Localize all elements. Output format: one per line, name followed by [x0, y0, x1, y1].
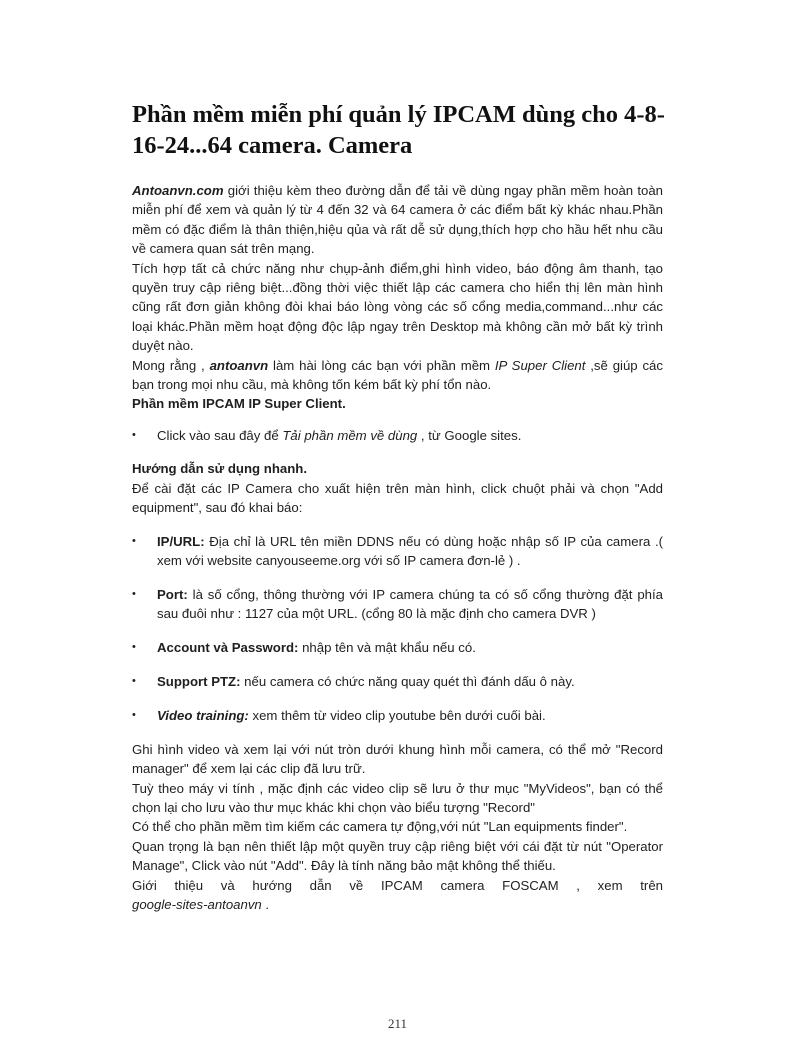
- guide-intro: Để cài đặt các IP Camera cho xuất hiện trên màn hình, click chuột phải và chọn "Add equipment", sau đó khai báo:: [132, 480, 663, 516]
- page-number: 211: [387, 1016, 408, 1031]
- bullet-icon: •: [132, 587, 136, 600]
- bullet-icon: •: [132, 428, 136, 441]
- list-item: • Account và Password: nhập tên và mật khẩu nếu có.: [132, 638, 663, 657]
- bullet-icon: •: [132, 709, 136, 722]
- brand-name: antoanvn: [209, 357, 269, 373]
- download-link[interactable]: Tải phần mềm về dùng: [282, 427, 418, 443]
- bullet-icon: •: [132, 534, 136, 547]
- record-paragraph: Ghi hình video và xem lại với nút tròn dưới khung hình mỗi camera, có thể mở "Record manager" để xem lại các clip đã lưu trữ.: [132, 741, 663, 777]
- list-item: • Video training: xem thêm từ video clip youtube bên dưới cuối bài.: [132, 706, 663, 725]
- guide-heading: Hướng dẫn sử dụng nhanh.: [132, 461, 307, 477]
- list-item: • Port: là số cổng, thông thường với IP camera chúng ta có số cổng thường đặt phía sau đuôi như : 1127 của một URL. (cổng 80 là mặc định cho camera DVR ): [132, 586, 663, 622]
- article-body: [132, 181, 663, 914]
- foscam-line: Giới thiệu và hướng dẫn về IPCAM camera FOSCAM , xem trên: [132, 877, 663, 893]
- item-label: IP/URL:: [157, 533, 205, 549]
- item-label: Support PTZ:: [157, 674, 241, 690]
- page-title: Phần mềm miễn phí quản lý IPCAM dùng cho 4-8-16-24...64 camera. Camera: [132, 101, 665, 159]
- folder-paragraph: Tuỳ theo máy vi tính , mặc định các video clip sẽ lưu ở thư mục "MyVideos", bạn có thể chọn lại cho lưu vào thư mục khác khi chọn vào biểu tượng "Record": [132, 780, 663, 815]
- brand-link[interactable]: Antoanvn.com: [132, 183, 224, 198]
- settings-list: [132, 532, 663, 726]
- bullet-icon: •: [132, 675, 136, 688]
- bullet-icon: •: [132, 641, 136, 654]
- intro-paragraph: Antoanvn.com giới thiệu kèm theo đường dẫn để tải về dùng ngay phần mềm hoàn toàn miễn phí để xem và quản lý từ 4 đến 32 và 64 camera ở các điểm bất kỳ khác nhau.Phần mềm có đặc điểm là thân thiện,hiệu qủa và rất dễ sử dụng,thích hợp cho hầu hết nhu cầu về camera quan sát trên mạng.: [132, 183, 663, 257]
- list-item: • IP/URL: Địa chỉ là URL tên miền DDNS nếu có dùng hoặc nhập số IP của camera .( xem với website canyouseeme.org với số IP camera đơn-lẻ ) .: [132, 533, 663, 568]
- list-item: • Support PTZ: nếu camera có chức năng quay quét thì đánh dấu ô này.: [132, 672, 663, 691]
- item-label: Account và Password:: [157, 640, 299, 656]
- software-heading: Phần mềm IPCAM IP Super Client.: [132, 396, 346, 412]
- download-list: [132, 426, 663, 445]
- foscam-link-line: google-sites-antoanvn .: [132, 896, 270, 912]
- features-paragraph: Tích hợp tất cả chức năng như chụp-ảnh điểm,ghi hình video, báo động âm thanh, tạo quyền truy cập riêng biệt...đồng thời việc thiết lập các camera cho hiển thị lên màn hình cũng rất đơn giản không đòi khai báo lòng vòng các số cổng media,command...như các loại khác.Phần mềm hoạt động độc lập ngay trên Desktop mà không cần mở bất kỳ trình duyệt nào.: [132, 260, 663, 354]
- product-name: IP Super Client: [494, 357, 586, 373]
- hope-paragraph: Mong rằng , antoanvn làm hài lòng các bạn với phần mềm IP Super Client ,sẽ giúp các bạn trong mọi nhu cầu, mà không tốn kém bất kỳ phí tổn nào.: [132, 357, 663, 393]
- item-label: Video training:: [157, 708, 249, 724]
- list-item: • Click vào sau đây để Tải phần mềm về dùng , từ Google sites.: [132, 426, 663, 445]
- item-label: Port:: [157, 586, 188, 602]
- security-paragraph: Quan trọng là bạn nên thiết lập một quyền truy cập riêng biệt với cái đặt từ nút "Operator Manage", Click vào nút "Add". Đây là tính năng bảo mật không thể thiếu.: [132, 838, 663, 874]
- foscam-link[interactable]: google-sites-antoanvn: [132, 896, 262, 912]
- finder-paragraph: Có thể cho phần mềm tìm kiếm các camera tự động,với nút "Lan equipments finder".: [132, 819, 628, 835]
